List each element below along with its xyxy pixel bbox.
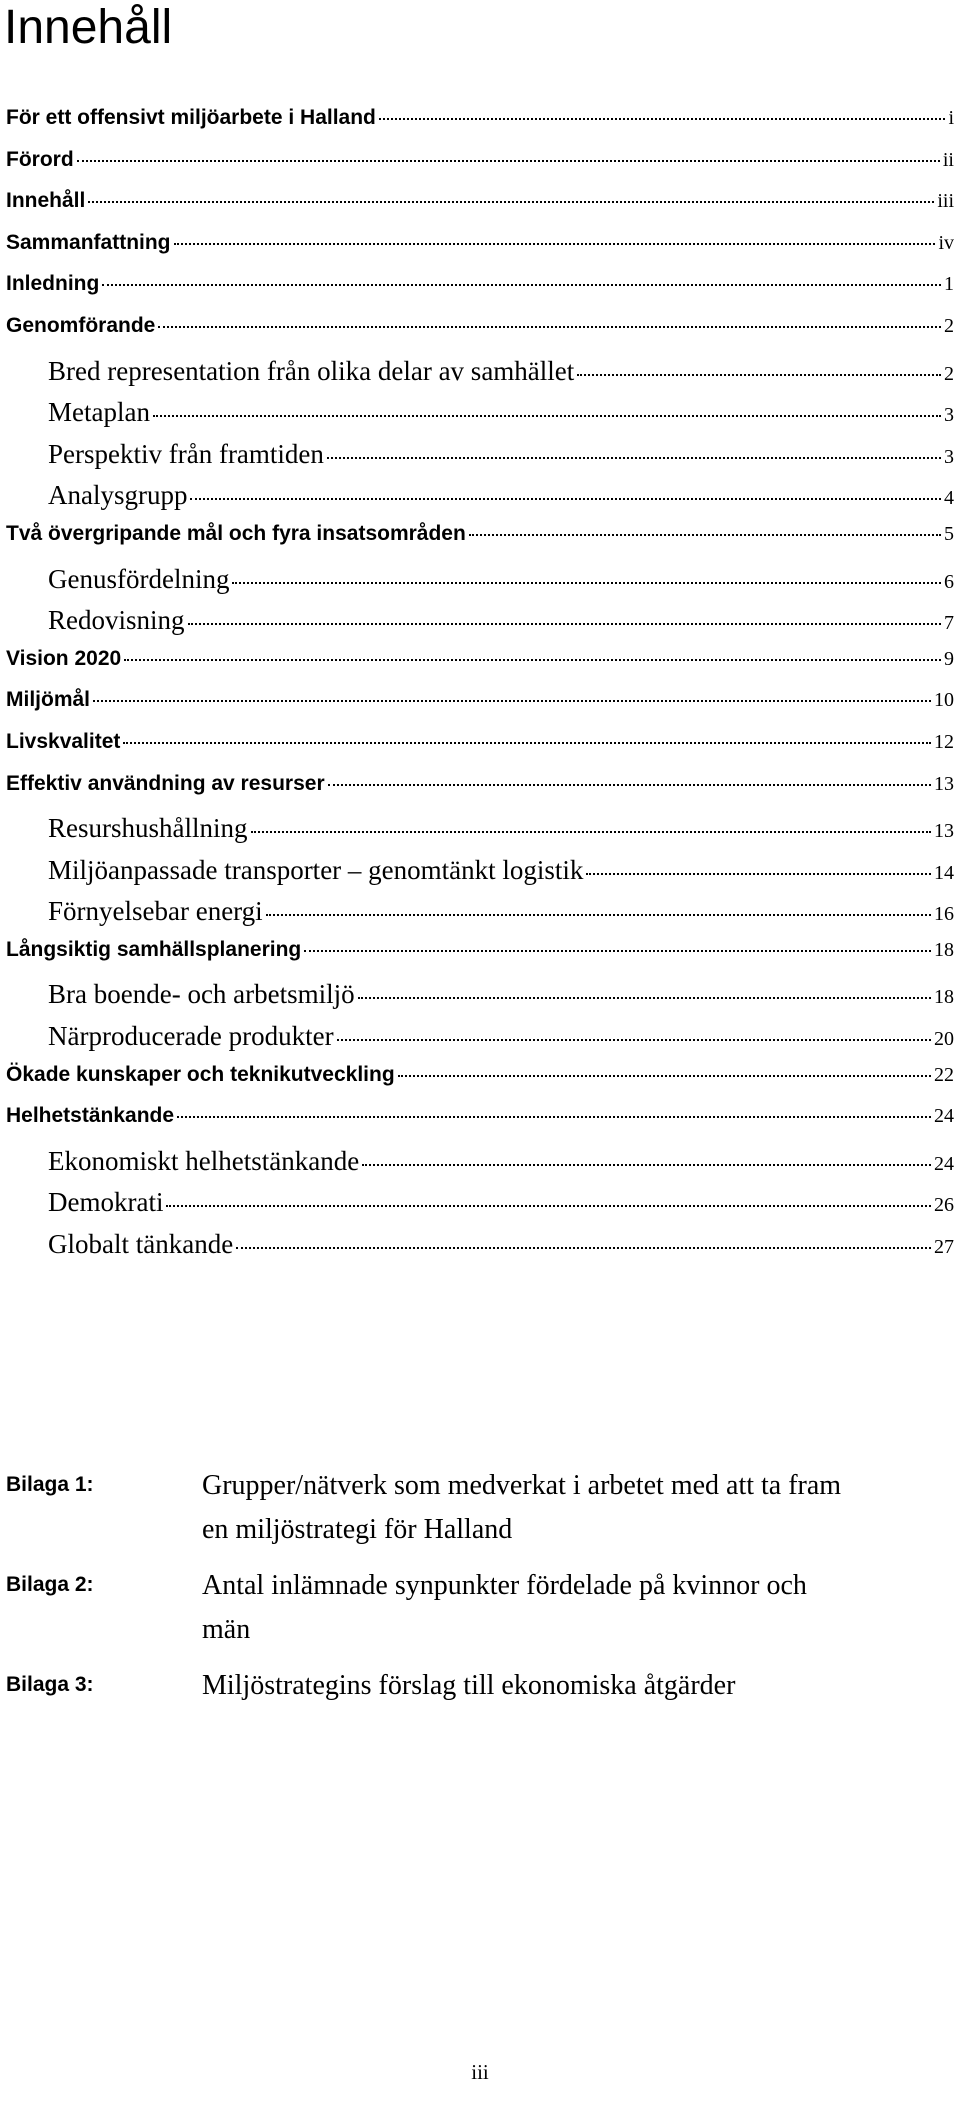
toc-entry-title: Två övergripande mål och fyra insatsområden (6, 521, 466, 545)
toc-entry-title: Analysgrupp (48, 480, 188, 511)
toc-entry-page: 7 (944, 612, 954, 635)
toc-entry-title: Förord (6, 147, 74, 171)
appendix-item (6, 1660, 946, 1710)
toc-entry[interactable] (6, 439, 954, 481)
toc-entry-title: Långsiktig samhällsplanering (6, 937, 302, 961)
toc-entry-page: 26 (934, 1194, 954, 1217)
toc-entry-title: Perspektiv från framtiden (48, 438, 324, 469)
toc-dot-leader (124, 659, 941, 661)
toc-entry[interactable] (6, 397, 954, 439)
toc-entry-title: Resurshushållning (48, 813, 248, 844)
toc-entry[interactable] (6, 148, 954, 190)
toc-entry-title: Genusfördelning (48, 563, 230, 594)
toc-entry-title: Helhetstänkande (6, 1104, 175, 1128)
appendix-item (6, 1460, 946, 1552)
toc-entry[interactable] (6, 314, 954, 356)
appendix-description: Antal inlämnade synpunkter fördelade på kvinnor och män (202, 1570, 807, 1645)
toc-entry[interactable] (6, 1063, 954, 1105)
appendix-list (6, 1460, 946, 1710)
toc-dot-leader (251, 831, 932, 833)
toc-entry-page: ii (942, 148, 954, 171)
toc-entry[interactable] (6, 647, 954, 689)
toc-entry-title: Globalt tänkande (48, 1229, 234, 1260)
toc-entry[interactable] (6, 522, 954, 564)
toc-entry-page: 3 (944, 445, 954, 468)
toc-entry-page: 13 (934, 772, 954, 795)
toc-entry-page: iii (937, 190, 954, 213)
toc-dot-leader (174, 243, 936, 245)
toc-entry-title: Förnyelsebar energi (48, 896, 263, 927)
toc-entry-page: 20 (934, 1028, 954, 1051)
toc-entry-page: 2 (944, 362, 954, 385)
appendix-label: Bilaga 1: (6, 1473, 94, 1496)
toc-dot-leader (236, 1247, 931, 1249)
toc-entry[interactable] (6, 1146, 954, 1188)
toc-entry-page: 24 (934, 1152, 954, 1175)
toc-entry-title: Ökade kunskaper och teknikutveckling (6, 1062, 395, 1086)
toc-dot-leader (398, 1075, 931, 1077)
toc-entry-page: 2 (944, 314, 954, 337)
toc-entry-page: 3 (944, 404, 954, 427)
toc-entry[interactable] (6, 896, 954, 938)
toc-entry-title: Genomförande (6, 313, 156, 337)
toc-entry-title: Miljöanpassade transporter – genomtänkt logistik (48, 854, 584, 885)
toc-entry[interactable] (6, 189, 954, 231)
toc-entry-page: 1 (944, 273, 954, 296)
toc-dot-leader (190, 498, 941, 500)
toc-dot-leader (337, 1039, 931, 1041)
toc-dot-leader (177, 1116, 931, 1118)
toc-entry[interactable] (6, 1229, 954, 1271)
toc-entry-page: 12 (934, 730, 954, 753)
toc-entry[interactable] (6, 272, 954, 314)
toc-entry-page: 13 (934, 820, 954, 843)
appendix-description: Grupper/nätverk som medverkat i arbetet med att ta fram en miljöstrategi för Halland (202, 1470, 842, 1545)
toc-dot-leader (232, 582, 941, 584)
toc-dot-leader (158, 326, 941, 328)
toc-entry-page: i (948, 107, 954, 129)
toc-entry[interactable] (6, 938, 954, 980)
toc-entry[interactable] (6, 480, 954, 522)
toc-entry-page: 9 (944, 647, 954, 670)
toc-dot-leader (102, 284, 941, 286)
toc-dot-leader (266, 914, 931, 916)
toc-entry-page: 22 (934, 1063, 954, 1086)
appendix-label: Bilaga 3: (6, 1673, 94, 1696)
toc-entry-page: iv (938, 231, 954, 254)
toc-entry[interactable] (6, 1104, 954, 1146)
toc-entry[interactable] (6, 772, 954, 814)
toc-entry[interactable] (6, 605, 954, 647)
toc-entry-title: Livskvalitet (6, 729, 121, 753)
toc-entry-page: 14 (934, 861, 954, 884)
toc-entry-page: 10 (934, 689, 954, 712)
toc-dot-leader (328, 784, 931, 786)
toc-entry[interactable] (6, 231, 954, 273)
toc-entry-title: Bred representation från olika delar av samhället (48, 355, 575, 386)
toc-entry-page: 5 (944, 522, 954, 545)
toc-entry-title: Redovisning (48, 605, 185, 636)
toc-dot-leader (362, 1164, 931, 1166)
toc-entry[interactable] (6, 979, 954, 1021)
toc-entry[interactable] (6, 356, 954, 398)
toc-entry-title: Effektiv användning av resurser (6, 771, 325, 795)
toc-dot-leader (88, 201, 934, 203)
page-number: iii (471, 2060, 489, 2084)
appendix-label: Bilaga 2: (6, 1573, 94, 1596)
toc-entry-title: Demokrati (48, 1187, 164, 1218)
toc-dot-leader (77, 160, 940, 162)
toc-entry-title: Innehåll (6, 189, 86, 213)
toc-entry[interactable] (6, 855, 954, 897)
toc-dot-leader (166, 1205, 931, 1207)
toc-entry[interactable] (6, 688, 954, 730)
toc-entry-title: Ekonomiskt helhetstänkande (48, 1145, 360, 1176)
toc-dot-leader (379, 118, 946, 120)
toc-entry[interactable] (6, 813, 954, 855)
toc-entry-title: Miljömål (6, 688, 91, 712)
toc-entry[interactable] (6, 106, 954, 148)
toc-dot-leader (358, 997, 931, 999)
toc-entry[interactable] (6, 1021, 954, 1063)
toc-entry-title: Inledning (6, 272, 100, 296)
toc-entry-title: Vision 2020 (6, 646, 122, 670)
toc-entry-title: Bra boende- och arbetsmiljö (48, 979, 355, 1010)
toc-entry-page: 27 (934, 1236, 954, 1259)
table-of-contents (6, 106, 954, 1271)
toc-entry-page: 18 (934, 986, 954, 1009)
toc-entry-title: För ett offensivt miljöarbete i Halland (6, 106, 376, 129)
toc-entry-title: Närproducerade produkter (48, 1021, 334, 1052)
toc-entry-title: Metaplan (48, 397, 150, 428)
toc-dot-leader (93, 700, 931, 702)
toc-entry-page: 16 (934, 903, 954, 926)
page-title: Innehåll (4, 1, 173, 54)
toc-entry-page: 4 (944, 487, 954, 510)
toc-dot-leader (327, 457, 941, 459)
toc-dot-leader (586, 873, 931, 875)
toc-entry-page: 18 (934, 938, 954, 961)
toc-entry[interactable] (6, 564, 954, 606)
toc-entry-page: 6 (944, 570, 954, 593)
toc-dot-leader (304, 950, 931, 952)
appendix-item (6, 1560, 946, 1652)
toc-entry-page: 24 (934, 1105, 954, 1128)
toc-dot-leader (153, 415, 941, 417)
toc-entry[interactable] (6, 730, 954, 772)
toc-entry[interactable] (6, 1187, 954, 1229)
toc-dot-leader (188, 623, 941, 625)
appendix-description: Miljöstrategins förslag till ekonomiska åtgärder (202, 1670, 736, 1701)
toc-dot-leader (577, 374, 941, 376)
toc-dot-leader (123, 742, 931, 744)
toc-entry-title: Sammanfattning (6, 230, 171, 254)
toc-dot-leader (469, 534, 941, 536)
